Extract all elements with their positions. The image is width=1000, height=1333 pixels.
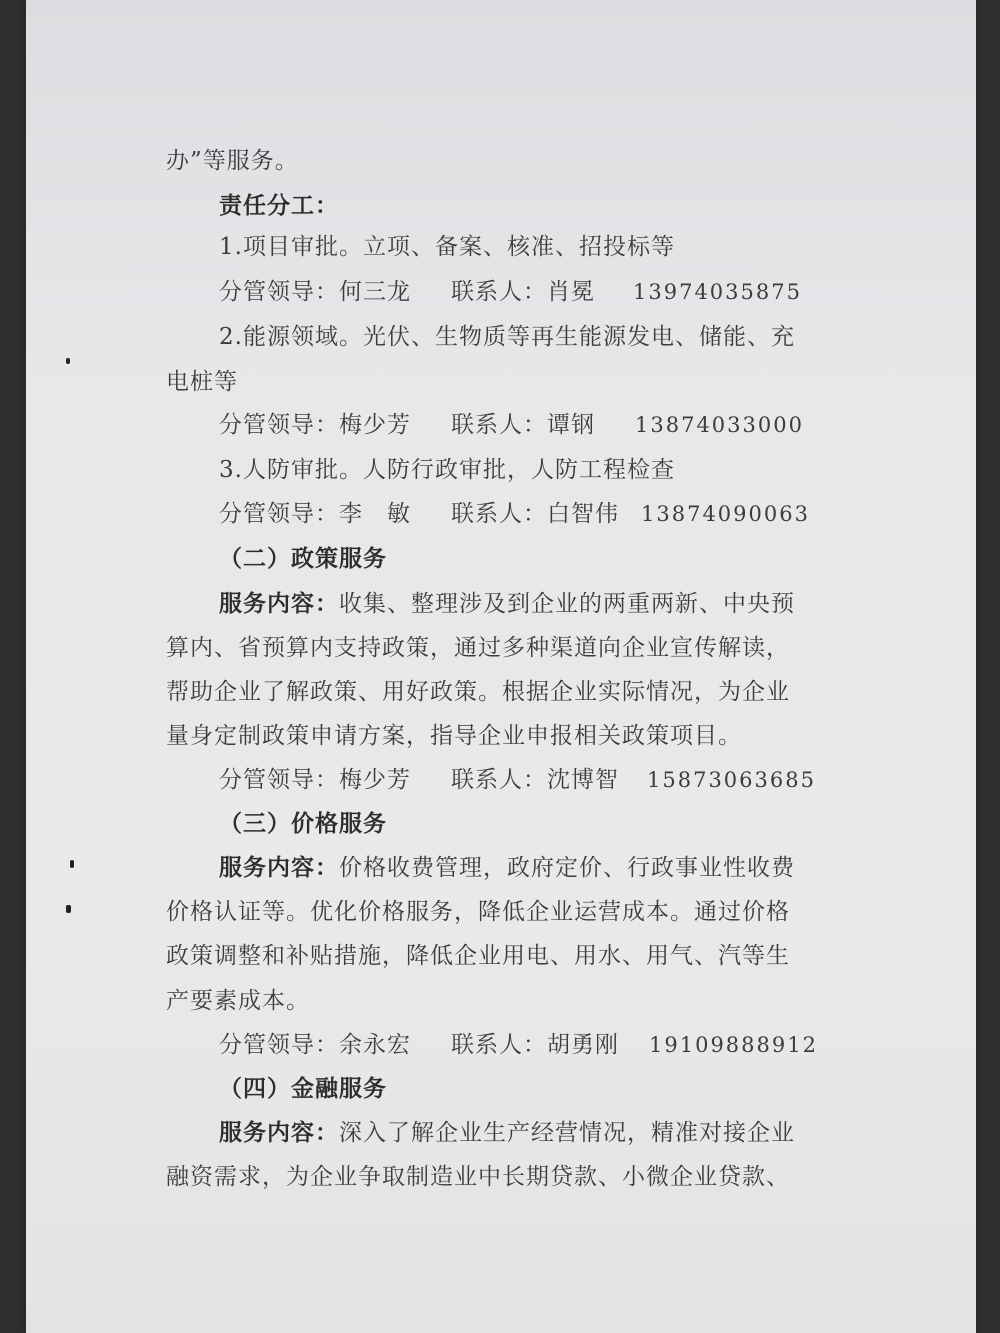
scan-mark bbox=[70, 860, 74, 868]
scan-mark bbox=[66, 905, 71, 913]
contact-label: 联系人：白智伟 bbox=[451, 501, 619, 527]
contact-line bbox=[219, 765, 816, 795]
text-line: 办”等服务。 bbox=[166, 148, 299, 174]
text-line: 服务内容：价格收费管理，政府定价、行政事业性收费 bbox=[219, 854, 795, 881]
text-line: 量身定制政策申请方案，指导企业申报相关政策项目。 bbox=[166, 723, 742, 749]
phone-number: 13874033000 bbox=[635, 413, 804, 437]
text-line: 帮助企业了解政策、用好政策。根据企业实际情况，为企业 bbox=[166, 679, 790, 705]
text-line: 3.人防审批。人防行政审批，人防工程检查 bbox=[219, 457, 675, 483]
text-line: 电桩等 bbox=[166, 369, 238, 395]
scan-mark bbox=[66, 358, 70, 364]
text-line: 服务内容：收集、整理涉及到企业的两重两新、中央预 bbox=[219, 590, 795, 617]
phone-number: 13874090063 bbox=[641, 502, 810, 526]
contact-line bbox=[219, 1030, 818, 1060]
content-label: 服务内容： bbox=[219, 854, 339, 881]
document-text bbox=[26, 0, 976, 1333]
leader-label: 分管领导：梅少芳 bbox=[219, 412, 411, 438]
section-heading: （二）政策服务 bbox=[219, 545, 387, 572]
section-heading: （四）金融服务 bbox=[219, 1075, 387, 1102]
phone-number: 19109888912 bbox=[649, 1033, 818, 1057]
leader-label: 分管领导：何三龙 bbox=[219, 279, 411, 305]
phone-number: 13974035875 bbox=[633, 280, 802, 304]
contact-label: 联系人：谭钢 bbox=[451, 412, 595, 438]
text-line: 算内、省预算内支持政策，通过多种渠道向企业宣传解读， bbox=[166, 635, 790, 661]
phone-number: 15873063685 bbox=[647, 768, 816, 792]
text-line: 产要素成本。 bbox=[166, 988, 310, 1014]
section-heading: （三）价格服务 bbox=[219, 810, 387, 837]
contact-line bbox=[219, 277, 802, 307]
contact-label: 联系人：胡勇刚 bbox=[451, 1032, 619, 1058]
text-line: 融资需求，为企业争取制造业中长期贷款、小微企业贷款、 bbox=[166, 1164, 790, 1190]
content-label: 服务内容： bbox=[219, 1119, 339, 1146]
document-page bbox=[26, 0, 976, 1333]
contact-label: 联系人：肖冕 bbox=[451, 279, 595, 305]
contact-line bbox=[219, 410, 804, 440]
text-line: 2.能源领域。光伏、生物质等再生能源发电、储能、充 bbox=[219, 324, 795, 350]
leader-label: 分管领导：梅少芳 bbox=[219, 767, 411, 793]
text-line: 政策调整和补贴措施，降低企业用电、用水、用气、汽等生 bbox=[166, 943, 790, 969]
contact-label: 联系人：沈博智 bbox=[451, 767, 619, 793]
leader-label: 分管领导：李 敏 bbox=[219, 501, 411, 527]
text-line: 1.项目审批。立项、备案、核准、招投标等 bbox=[219, 234, 675, 260]
content-label: 服务内容： bbox=[219, 590, 339, 617]
contact-line bbox=[219, 499, 810, 529]
leader-label: 分管领导：余永宏 bbox=[219, 1032, 411, 1058]
section-subtitle: 责任分工： bbox=[219, 192, 339, 219]
text-line: 服务内容：深入了解企业生产经营情况，精准对接企业 bbox=[219, 1119, 795, 1146]
text-line: 价格认证等。优化价格服务，降低企业运营成本。通过价格 bbox=[166, 899, 790, 925]
